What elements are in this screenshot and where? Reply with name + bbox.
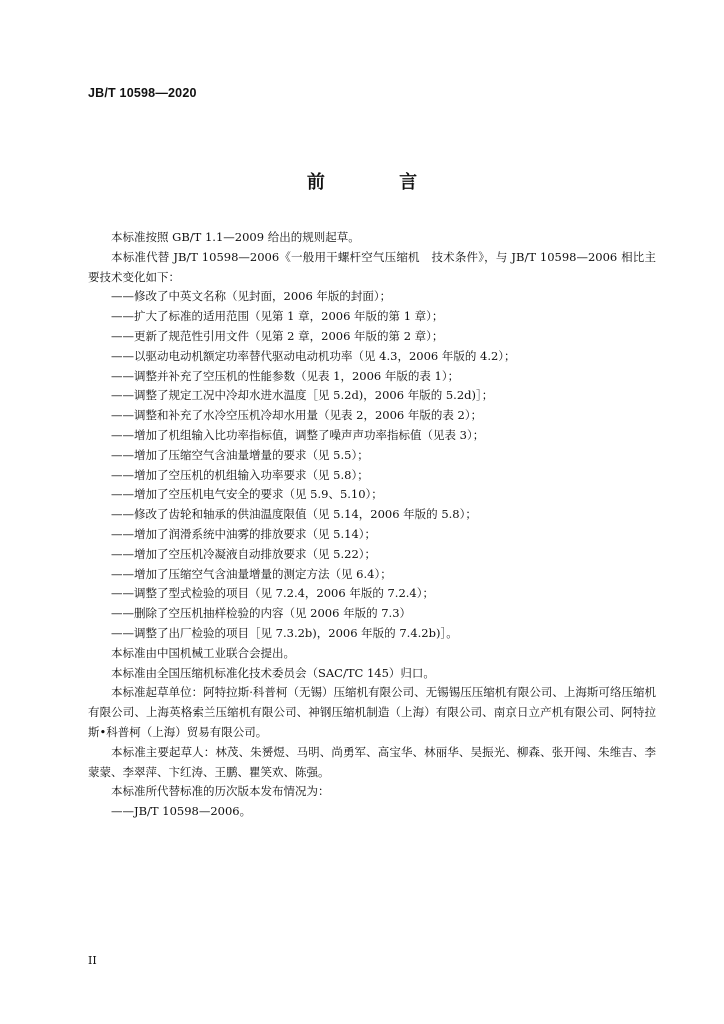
change-item: ——增加了压缩空气含油量增量的测定方法（见 6.4）； <box>111 566 392 581</box>
change-item: ——扩大了标准的适用范围（见第 1 章，2006 年版的第 1 章）； <box>111 309 444 324</box>
paragraph-committee: 本标准由全国压缩机标准化技术委员会（SAC/TC 145）归口。 <box>111 665 435 680</box>
paragraph-proposer: 本标准由中国机械工业联合会提出。 <box>111 645 295 660</box>
change-item: ——调整并补充了空压机的性能参数（见表 1，2006 年版的表 1）； <box>111 368 460 383</box>
page-title: 前 言 <box>306 172 452 193</box>
change-item: ——增加了机组输入比功率指标值，调整了噪声声功率指标值（见表 3）； <box>111 427 485 442</box>
paragraph-drafters: 本标准主要起草人：林茂、朱赟煜、马明、尚勇军、高宝华、林丽华、吴振光、柳森、张开闯、朱维吉、李蒙蒙、李翠萍、卞红涛、王鹏、瞿笑欢、陈强。 <box>88 744 656 779</box>
change-item: ——调整了出厂检验的项目［见 7.3.2b)，2006 年版的 7.4.2b)］。 <box>111 625 458 640</box>
paragraph-drafting-rules: 本标准按照 GB/T 1.1—2009 给出的规则起草。 <box>111 230 360 244</box>
change-item: ——以驱动电动机额定功率替代驱动电动机功率（见 4.3，2006 年版的 4.2）； <box>111 348 516 363</box>
change-item: ——增加了空压机冷凝液自动排放要求（见 5.22）； <box>111 546 377 561</box>
change-item: ——修改了齿轮和轴承的供油温度限值（见 5.14，2006 年版的 5.8）； <box>111 507 477 522</box>
change-item: ——增加了润滑系统中油雾的排放要求（见 5.14）； <box>111 526 377 541</box>
change-item: ——调整了规定工况中冷却水进水温度［见 5.2d)，2006 年版的 5.2d)］； <box>111 388 494 403</box>
change-item: ——更新了规范性引用文件（见第 2 章，2006 年版的第 2 章）； <box>111 328 444 343</box>
change-item: ——调整和补充了水冷空压机冷却水用量（见表 2，2006 年版的表 2）； <box>111 408 483 423</box>
foreword-body <box>88 228 656 822</box>
paragraph-replacement: 本标准代替 JB/T 10598—2006《一般用干螺杆空气压缩机 技术条件》，与 JB/T 10598—2006 相比主要技术变化如下： <box>88 249 656 284</box>
change-item: ——增加了空压机电气安全的要求（见 5.9、5.10）； <box>111 487 383 502</box>
change-item: ——增加了空压机的机组输入功率要求（见 5.8）； <box>111 467 369 482</box>
page-number: II <box>88 954 97 967</box>
change-item: ——增加了压缩空气含油量增量的要求（见 5.5）； <box>111 447 369 462</box>
history-item: ——JB/T 10598—2006。 <box>111 804 252 819</box>
standard-number-header: JB/T 10598—2020 <box>88 86 197 100</box>
change-item: ——删除了空压机抽样检验的内容（见 2006 年版的 7.3） <box>111 606 412 621</box>
paragraph-history: 本标准所代替标准的历次版本发布情况为： <box>111 784 330 799</box>
change-item: ——调整了型式检验的项目（见 7.2.4，2006 年版的 7.2.4）； <box>111 586 435 601</box>
paragraph-drafting-units: 本标准起草单位：阿特拉斯·科普柯（无锡）压缩机有限公司、无锡锡压压缩机有限公司、上海斯可络压缩机有限公司、上海英格索兰压缩机有限公司、神钢压缩机制造（上海）有限公司、南京日立产机有限公司、阿特拉斯•科普柯（上海）贸易有限公司。 <box>88 685 656 739</box>
change-item: ——修改了中英文名称（见封面，2006 年版的封面）； <box>111 289 392 304</box>
